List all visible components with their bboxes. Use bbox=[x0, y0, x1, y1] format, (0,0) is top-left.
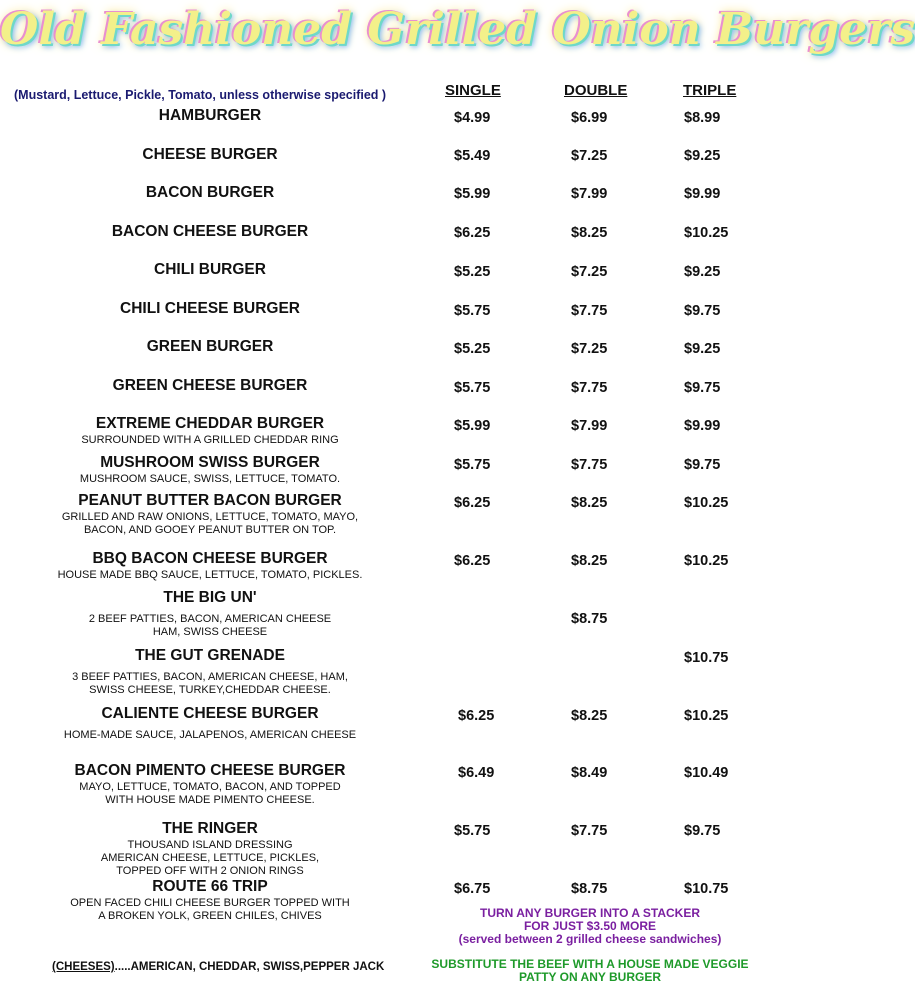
item-name: GREEN CHEESE BURGER bbox=[112, 377, 308, 394]
price-double: $6.99 bbox=[571, 110, 608, 126]
price-triple: $10.75 bbox=[684, 650, 729, 666]
price-double: $8.25 bbox=[571, 495, 608, 511]
item-name: THE GUT GRENADE bbox=[135, 647, 285, 664]
price-triple: $10.49 bbox=[684, 765, 729, 781]
price-single: $5.25 bbox=[454, 341, 491, 357]
item-name: BACON PIMENTO CHEESE BURGER bbox=[74, 762, 346, 779]
price-double: $8.25 bbox=[571, 708, 608, 724]
price-single: $6.25 bbox=[458, 708, 495, 724]
item-description: HOUSE MADE BBQ SAUCE, LETTUCE, TOMATO, PICKLES. bbox=[57, 569, 363, 581]
menu-item bbox=[0, 223, 420, 241]
menu-item bbox=[0, 647, 420, 697]
price-double: $8.25 bbox=[571, 553, 608, 569]
menu-subtitle: (Mustard, Lettuce, Pickle, Tomato, unless otherwise specified ) bbox=[14, 88, 387, 102]
price-double: $7.25 bbox=[571, 341, 608, 357]
item-description: AMERICAN CHEESE, LETTUCE, PICKLES, bbox=[100, 852, 320, 864]
price-triple: $10.25 bbox=[684, 553, 729, 569]
item-name: THE BIG UN' bbox=[163, 589, 257, 606]
price-triple: $9.99 bbox=[684, 186, 721, 202]
item-name: BBQ BACON CHEESE BURGER bbox=[92, 550, 328, 567]
item-description: A BROKEN YOLK, GREEN CHILES, CHIVES bbox=[98, 910, 322, 922]
price-double: $7.99 bbox=[571, 418, 608, 434]
item-description: 2 BEEF PATTIES, BACON, AMERICAN CHEESE bbox=[88, 613, 332, 625]
menu-item bbox=[0, 338, 420, 356]
item-description: 3 BEEF PATTIES, BACON, AMERICAN CHEESE, HAM, bbox=[72, 671, 348, 683]
item-name: EXTREME CHEDDAR BURGER bbox=[95, 415, 325, 432]
item-description: BACON, AND GOOEY PEANUT BUTTER ON TOP. bbox=[83, 524, 337, 536]
menu-item bbox=[0, 107, 420, 125]
item-name: CHEESE BURGER bbox=[142, 146, 278, 163]
price-triple: $9.75 bbox=[684, 380, 721, 396]
item-description: SURROUNDED WITH A GRILLED CHEDDAR RING bbox=[81, 434, 339, 446]
price-single: $5.99 bbox=[454, 186, 491, 202]
cheese-label: (CHEESES) bbox=[52, 961, 115, 973]
price-single: $6.25 bbox=[454, 495, 491, 511]
price-single: $6.25 bbox=[454, 553, 491, 569]
price-triple: $9.25 bbox=[684, 264, 721, 280]
item-name: THE RINGER bbox=[162, 820, 258, 837]
menu-item bbox=[0, 300, 420, 318]
price-single: $6.25 bbox=[454, 225, 491, 241]
menu-item bbox=[0, 492, 420, 537]
menu-item bbox=[0, 589, 420, 639]
header-triple: TRIPLE bbox=[683, 82, 737, 99]
price-double: $7.75 bbox=[571, 823, 608, 839]
price-triple: $9.75 bbox=[684, 457, 721, 473]
item-name: BACON BURGER bbox=[145, 184, 275, 201]
item-description: SWISS CHEESE, TURKEY,CHEDDAR CHEESE. bbox=[89, 684, 331, 696]
menu-item bbox=[0, 415, 420, 447]
price-single: $4.99 bbox=[454, 110, 491, 126]
price-triple: $10.25 bbox=[684, 708, 729, 724]
item-description: HAM, SWISS CHEESE bbox=[152, 626, 268, 638]
veggie-note bbox=[425, 958, 755, 984]
price-single: $5.75 bbox=[454, 303, 491, 319]
stacker-note-line: (served between 2 grilled cheese sandwiches) bbox=[458, 932, 722, 946]
cheese-options bbox=[52, 961, 384, 973]
item-description: MAYO, LETTUCE, TOMATO, BACON, AND TOPPED bbox=[79, 781, 341, 793]
price-double: $7.75 bbox=[571, 380, 608, 396]
price-triple: $10.25 bbox=[684, 225, 729, 241]
menu-item bbox=[0, 146, 420, 164]
item-description: HOME-MADE SAUCE, JALAPENOS, AMERICAN CHEESE bbox=[63, 729, 357, 741]
item-description: THOUSAND ISLAND DRESSING bbox=[127, 839, 293, 851]
stacker-note-line: TURN ANY BURGER INTO A STACKER bbox=[479, 906, 700, 920]
stacker-note-line: FOR JUST $3.50 MORE bbox=[523, 919, 657, 933]
price-triple: $8.99 bbox=[684, 110, 721, 126]
price-double: $7.25 bbox=[571, 264, 608, 280]
price-double: $7.25 bbox=[571, 148, 608, 164]
menu-item bbox=[0, 550, 420, 582]
menu-item bbox=[0, 705, 420, 742]
item-name: MUSHROOM SWISS BURGER bbox=[100, 454, 320, 471]
price-triple: $10.25 bbox=[684, 495, 729, 511]
item-name: ROUTE 66 TRIP bbox=[152, 878, 268, 895]
item-name: GREEN BURGER bbox=[146, 338, 274, 355]
item-description: MUSHROOM SAUCE, SWISS, LETTUCE, TOMATO. bbox=[79, 473, 341, 485]
stacker-note bbox=[450, 907, 730, 946]
price-triple: $9.75 bbox=[684, 303, 721, 319]
menu-title: Old Fashioned Grilled Onion Burgers bbox=[0, 4, 915, 55]
item-description: OPEN FACED CHILI CHEESE BURGER TOPPED WITH bbox=[70, 897, 350, 909]
menu-item bbox=[0, 184, 420, 202]
item-name: CHILI BURGER bbox=[154, 261, 266, 278]
item-name: HAMBURGER bbox=[158, 107, 262, 124]
item-description: TOPPED OFF WITH 2 ONION RINGS bbox=[116, 865, 304, 877]
cheese-list: .....AMERICAN, CHEDDAR, SWISS,PEPPER JACK bbox=[114, 961, 385, 973]
menu-item bbox=[0, 261, 420, 279]
price-single: $6.75 bbox=[454, 881, 491, 897]
price-single: $6.49 bbox=[458, 765, 495, 781]
price-double: $7.99 bbox=[571, 186, 608, 202]
price-triple: $9.75 bbox=[684, 823, 721, 839]
menu-item bbox=[0, 377, 420, 395]
price-double: $8.75 bbox=[571, 881, 608, 897]
price-single: $5.49 bbox=[454, 148, 491, 164]
header-single: SINGLE bbox=[445, 82, 501, 99]
price-triple: $10.75 bbox=[684, 881, 729, 897]
price-double: $8.75 bbox=[571, 611, 608, 627]
item-name: CALIENTE CHEESE BURGER bbox=[101, 705, 319, 722]
veggie-note-line: PATTY ON ANY BURGER bbox=[518, 970, 661, 984]
price-triple: $9.25 bbox=[684, 341, 721, 357]
veggie-note-line: SUBSTITUTE THE BEEF WITH A HOUSE MADE VEGGIE bbox=[431, 957, 749, 971]
header-double: DOUBLE bbox=[564, 82, 628, 99]
price-triple: $9.99 bbox=[684, 418, 721, 434]
menu-item bbox=[0, 454, 420, 486]
price-double: $8.49 bbox=[571, 765, 608, 781]
price-single: $5.75 bbox=[454, 457, 491, 473]
item-name: BACON CHEESE BURGER bbox=[111, 223, 309, 240]
item-description: GRILLED AND RAW ONIONS, LETTUCE, TOMATO, MAYO, bbox=[61, 511, 359, 523]
item-name: CHILI CHEESE BURGER bbox=[120, 300, 300, 317]
item-description: WITH HOUSE MADE PIMENTO CHEESE. bbox=[105, 794, 315, 806]
price-single: $5.75 bbox=[454, 823, 491, 839]
price-single: $5.99 bbox=[454, 418, 491, 434]
menu-item bbox=[0, 820, 420, 878]
menu-item bbox=[0, 762, 420, 807]
price-double: $8.25 bbox=[571, 225, 608, 241]
price-double: $7.75 bbox=[571, 303, 608, 319]
item-name: PEANUT BUTTER BACON BURGER bbox=[78, 492, 342, 509]
price-single: $5.75 bbox=[454, 380, 491, 396]
price-double: $7.75 bbox=[571, 457, 608, 473]
price-single: $5.25 bbox=[454, 264, 491, 280]
price-triple: $9.25 bbox=[684, 148, 721, 164]
menu-item bbox=[0, 878, 420, 923]
